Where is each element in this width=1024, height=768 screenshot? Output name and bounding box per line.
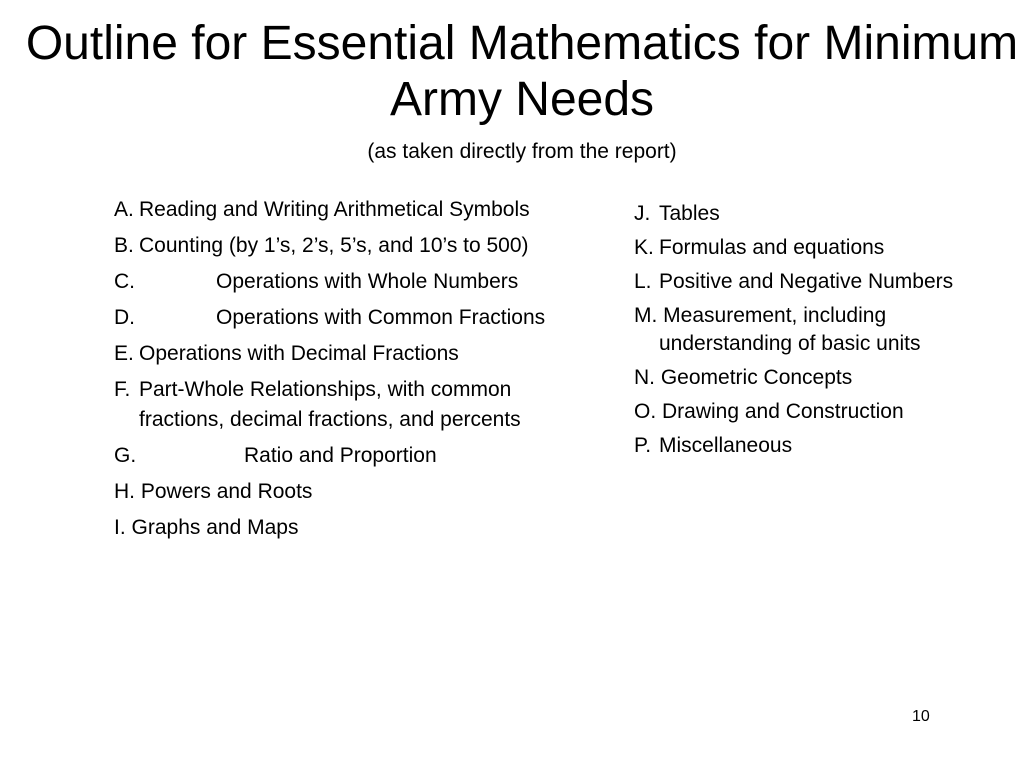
outline-marker: B. — [114, 234, 134, 257]
page-number: 10 — [912, 708, 930, 725]
outline-text: Positive and Negative Numbers — [659, 270, 954, 293]
outline-marker: N. — [634, 366, 655, 389]
outline-marker: J. — [634, 202, 651, 225]
outline-text: Powers and Roots — [140, 480, 313, 503]
slide-subtitle: (as taken directly from the report) — [367, 140, 677, 163]
outline-marker: A. — [114, 198, 134, 221]
outline-text: Operations with Decimal Fractions — [139, 342, 459, 365]
outline-item-d — [114, 303, 574, 333]
outline-item-f — [114, 375, 574, 435]
outline-item-l — [634, 268, 954, 296]
outline-text: Graphs and Maps — [131, 516, 299, 539]
outline-list-right — [634, 200, 954, 466]
outline-text: Counting (by 1’s, 2’s, 5’s, and 10’s to 500) — [139, 234, 529, 257]
outline-text: Reading and Writing Arithmetical Symbols — [139, 198, 530, 221]
outline-marker: I. — [114, 516, 126, 539]
outline-marker: C. — [114, 270, 135, 293]
outline-text: Tables — [659, 202, 720, 225]
outline-item-i — [114, 513, 574, 543]
outline-text: Part-Whole Relationships, with common fractions, decimal fractions, and percents — [139, 378, 521, 431]
outline-text: Operations with Common Fractions — [216, 306, 546, 329]
outline-text: Miscellaneous — [659, 434, 793, 457]
outline-marker: O. — [634, 400, 657, 423]
outline-text: Drawing and Construction — [662, 400, 904, 423]
outline-marker: K. — [634, 236, 654, 259]
outline-text: Ratio and Proportion — [244, 444, 437, 467]
outline-item-o — [634, 398, 954, 426]
outline-item-b — [114, 231, 574, 261]
outline-text: Measurement, including understanding of basic units — [659, 304, 921, 355]
outline-marker: D. — [114, 306, 135, 329]
outline-text: Operations with Whole Numbers — [216, 270, 519, 293]
outline-text: Formulas and equations — [659, 236, 885, 259]
outline-item-m — [634, 302, 954, 358]
outline-marker: H. — [114, 480, 135, 503]
outline-marker: L. — [634, 270, 652, 293]
outline-marker: M. — [634, 304, 658, 327]
outline-marker: E. — [114, 342, 134, 365]
slide-title: Outline for Essential Mathematics for Minimum Army Needs — [25, 17, 1019, 126]
outline-list-left — [114, 195, 574, 549]
outline-item-p — [634, 432, 954, 460]
outline-item-j — [634, 200, 954, 228]
outline-marker: G. — [114, 444, 137, 467]
outline-text: Geometric Concepts — [660, 366, 853, 389]
outline-marker: F. — [114, 378, 131, 401]
outline-item-g — [114, 441, 574, 471]
outline-item-k — [634, 234, 954, 262]
outline-item-c — [114, 267, 574, 297]
outline-item-n — [634, 364, 954, 392]
outline-item-a — [114, 195, 574, 225]
outline-marker: P. — [634, 434, 652, 457]
outline-item-e — [114, 339, 574, 369]
outline-item-h — [114, 477, 574, 507]
